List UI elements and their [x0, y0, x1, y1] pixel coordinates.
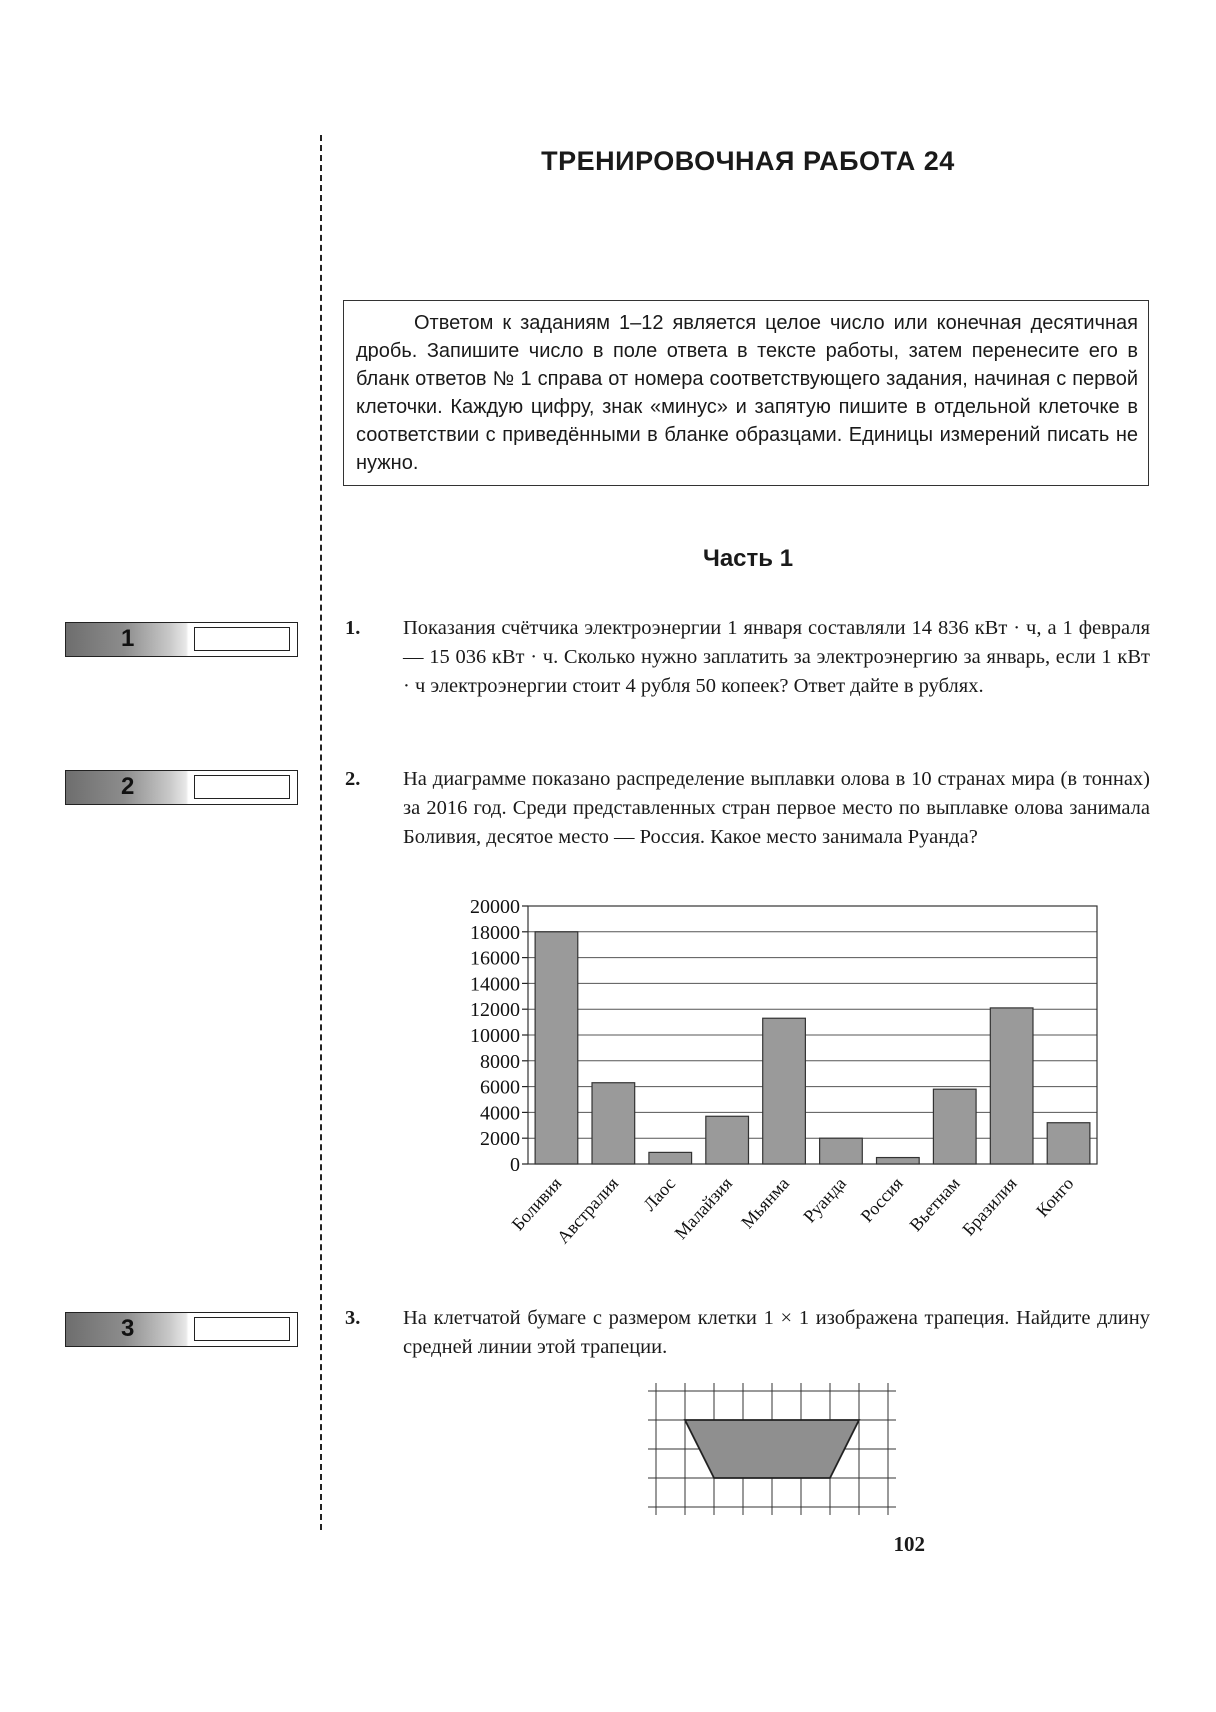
x-tick-label: Вьетнам [905, 1173, 964, 1236]
y-tick-label: 8000 [480, 1050, 520, 1073]
x-tick-label: Руанда [799, 1173, 850, 1227]
x-tick-label: Бразилия [958, 1173, 1021, 1240]
y-tick-label: 0 [510, 1154, 520, 1176]
part-title: Часть 1 [702, 545, 794, 572]
y-tick-label: 10000 [470, 1025, 520, 1047]
bar [763, 1018, 806, 1164]
answer-box-label: 2 [121, 773, 135, 800]
y-tick-label: 2000 [480, 1128, 520, 1151]
y-tick-label: 14000 [470, 973, 520, 996]
x-tick-label: Россия [856, 1173, 907, 1226]
cut-line [320, 135, 322, 1530]
x-tick-label: Лаос [639, 1173, 680, 1215]
y-tick-label: 4000 [480, 1102, 520, 1125]
x-tick-label: Боливия [507, 1173, 566, 1235]
task-2 [345, 765, 1150, 852]
trapezoid-figure [648, 1383, 910, 1519]
tin-production-chart [440, 895, 1120, 1275]
task-number: 3. [345, 1307, 361, 1329]
y-tick-label: 16000 [470, 947, 520, 970]
answer-field-3[interactable] [194, 1317, 290, 1341]
bar [820, 1138, 863, 1164]
answer-box-3 [65, 1312, 298, 1347]
y-tick-label: 6000 [480, 1076, 520, 1099]
task-text: Показания счётчика электроэнергии 1 января составляли 14 836 кВт · ч, а 1 февраля — 15 036 кВт · ч. Сколько нужно заплатить за электроэнергию за январь, если 1 кВт · ч электроэнергии стоит 4 рубля 50 копеек? Ответ дайте в рублях. [403, 617, 1150, 697]
task-number: 1. [345, 617, 361, 639]
answer-box-label: 1 [121, 625, 135, 652]
task-3 [345, 1304, 1150, 1362]
bar [933, 1089, 976, 1164]
task-number: 2. [345, 768, 361, 790]
y-tick-label: 12000 [470, 999, 520, 1022]
bar [1047, 1123, 1090, 1164]
answer-box-2 [65, 770, 298, 805]
bar [649, 1152, 692, 1164]
y-tick-label: 20000 [470, 896, 520, 918]
instructions-box [343, 300, 1149, 486]
answer-field-2[interactable] [194, 775, 290, 799]
x-tick-label: Австралия [552, 1173, 623, 1248]
task-1 [345, 614, 1150, 701]
x-tick-label: Конго [1032, 1173, 1078, 1221]
page-number: 102 [893, 1532, 925, 1556]
trapezoid [685, 1420, 859, 1478]
answer-box-label: 3 [121, 1315, 135, 1342]
bar [535, 932, 578, 1164]
answer-field-1[interactable] [194, 627, 290, 651]
answer-box-1 [65, 622, 298, 657]
bar [990, 1008, 1033, 1164]
task-text: На клетчатой бумаге с размером клетки 1 × 1 изображена трапеция. Найдите длину средней линии этой трапеции. [403, 1307, 1150, 1358]
bar [706, 1116, 749, 1164]
x-tick-label: Малайзия [670, 1173, 737, 1243]
instructions-text: Ответом к заданиям 1–12 является целое число или конечная десятичная дробь. Запишите число в поле ответа в тексте работы, затем перенесите его в бланк ответов № 1 справа от номера соответствующего задания, начиная с первой клеточки. Каждую цифру, знак «минус» и запятую пишите в отдельной клеточке в соответствии с приведёнными в бланке образцами. Единицы измерений писать не нужно. [356, 312, 1138, 474]
bar [592, 1083, 635, 1164]
page-title: ТРЕНИРОВОЧНАЯ РАБОТА 24 [541, 146, 955, 176]
x-tick-label: Мьянма [737, 1173, 794, 1233]
bar [877, 1158, 920, 1164]
task-text: На диаграмме показано распределение выплавки олова в 10 странах мира (в тоннах) за 2016 год. Среди представленных стран первое место по выплавке олова занимала Боливия, десятое место — Россия. Какое место занимала Руанда? [403, 768, 1150, 848]
y-tick-label: 18000 [470, 921, 520, 944]
